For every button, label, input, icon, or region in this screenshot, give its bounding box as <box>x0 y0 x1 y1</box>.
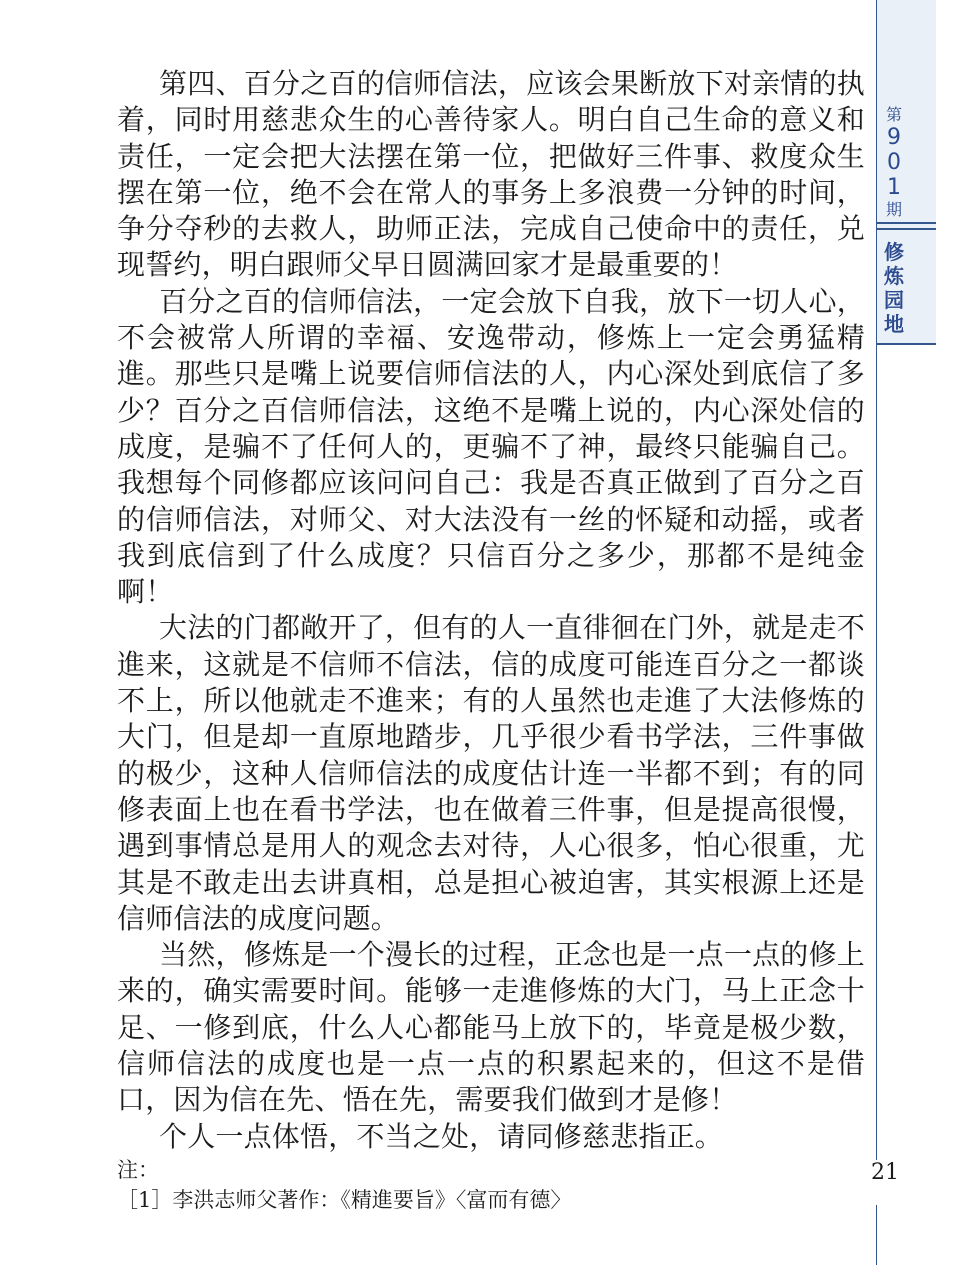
paragraph: 个人一点体悟，不当之处，请同修慈悲指正。 <box>159 1119 724 1153</box>
sidebar-rule-top <box>876 222 936 224</box>
page-number: 21 <box>871 1160 899 1185</box>
issue-digit: 0 <box>887 150 901 175</box>
section-char: 地 <box>884 312 904 336</box>
footnote: ［1］李洪志师父著作：《精進要旨》〈富而有德〉 <box>117 1187 572 1212</box>
section-title <box>876 240 912 336</box>
issue-suffix: 期 <box>885 200 902 219</box>
paragraph: 第四、百分之百的信师信法，应该会果断放下对亲情的执着，同时用慈悲众生的心善待家人。明白自己生命的意义和责任，一定会把大法摆在第一位，把做好三件事、救度众生摆在第一位，绝不会在常人的事务上多浪费一分钟的时间，争分夺秒的去救人，助师正法，完成自己使命中的责任，兑现誓约，明白跟师父早日圆满回家才是最重要的！ <box>117 67 865 282</box>
section-char: 炼 <box>884 264 904 288</box>
paragraph: 大法的门都敞开了，但有的人一直徘徊在门外，就是走不進来，这就是不信师不信法，信的成度可能连百分之一都谈不上，所以他就走不進来；有的人虽然也走進了大法修炼的大门，但是却一直原地踏步，几乎很少看书学法，三件事做的极少，这种人信师信法的成度估计连一半都不到；有的同修表面上也在看书学法，也在做着三件事，但是提高很慢，遇到事情总是用人的观念去对待，人心很多，怕心很重，尤其是不敢走出去讲真相，总是担心被迫害，其实根源上还是信师信法的成度问题。 <box>117 611 865 935</box>
notes-label: 注： <box>117 1157 159 1182</box>
sidebar-rule-bottom <box>876 343 936 345</box>
paragraph: 百分之百的信师信法，一定会放下自我，放下一切人心，不会被常人所谓的幸福、安逸带动，修炼上一定会勇猛精進。那些只是嘴上说要信师信法的人，内心深处到底信了多少？百分之百信师信法，这绝不是嘴上说的，内心深处信的成度，是骗不了任何人的，更骗不了神，最终只能骗自己。我想每个同修都应该问问自己：我是否真正做到了百分之百的信师信法，对师父、对大法没有一丝的怀疑和动摇，或者我到底信到了什么成度？只信百分之多少，那都不是纯金啊！ <box>117 284 865 609</box>
sidebar-divider-line-bottom <box>876 1205 877 1265</box>
issue-number <box>876 105 912 220</box>
issue-prefix: 第 <box>885 105 902 124</box>
sidebar-rule-top-second <box>876 228 936 230</box>
section-char: 园 <box>884 288 904 312</box>
issue-digit: 1 <box>887 175 901 200</box>
paragraph: 当然，修炼是一个漫长的过程，正念也是一点一点的修上来的，确实需要时间。能够一走進修炼的大门，马上正念十足、一修到底，什么人心都能马上放下的，毕竟是极少数，信师信法的成度也是一点一点的积累起来的，但这不是借口，因为信在先、悟在先，需要我们做到才是修！ <box>117 938 865 1117</box>
issue-digit: 9 <box>887 125 901 150</box>
section-char: 修 <box>884 240 904 264</box>
article-body <box>117 66 865 1215</box>
